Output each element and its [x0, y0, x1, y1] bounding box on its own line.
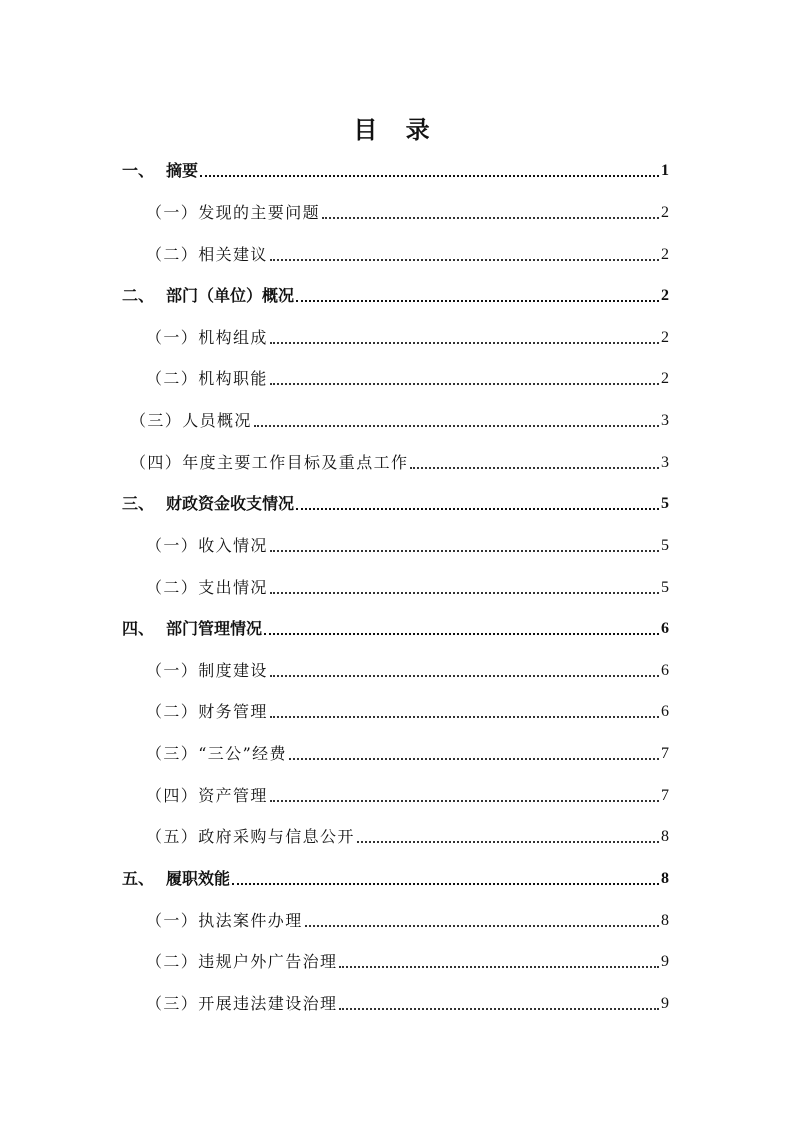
toc-page-number: 9 — [661, 995, 669, 1012]
toc-entry-4-1[interactable] — [146, 657, 669, 681]
toc-entry-text: （一）制度建设 — [146, 661, 268, 680]
toc-page-number: 7 — [661, 745, 669, 762]
toc-entry-text: （四）资产管理 — [146, 786, 268, 805]
toc-entry-text: （二）支出情况 — [146, 578, 268, 597]
toc-leader — [270, 342, 659, 344]
toc-entry-2-3[interactable] — [130, 407, 669, 431]
toc-leader — [270, 800, 659, 802]
toc-title: 目 录 — [353, 115, 440, 144]
toc-page-number: 5 — [661, 495, 669, 512]
toc-page-number: 5 — [661, 579, 669, 596]
toc-leader — [289, 758, 659, 760]
toc-leader — [322, 217, 659, 219]
toc-page-number: 8 — [661, 912, 669, 929]
toc-entry-5-2[interactable] — [146, 948, 669, 972]
toc-entry-4-3[interactable] — [146, 740, 669, 764]
toc-page-number: 2 — [661, 204, 669, 221]
toc-entry-number: 三、 — [122, 494, 155, 513]
toc-entry-number: 一、 — [122, 161, 155, 180]
toc-page-number: 6 — [661, 620, 669, 637]
toc-entry-3-1[interactable] — [146, 532, 669, 556]
toc-entry-text: （一）机构组成 — [146, 328, 268, 347]
toc-entry-text: （二）相关建议 — [146, 245, 268, 264]
toc-leader — [339, 1008, 659, 1010]
toc-entry-5[interactable] — [122, 865, 669, 889]
toc-entry-1-1[interactable] — [146, 199, 669, 223]
toc-entry-text: （五）政府采购与信息公开 — [146, 827, 355, 846]
toc-leader — [264, 633, 659, 635]
toc-page-number: 3 — [661, 454, 669, 471]
toc-entry-text: 摘要 — [166, 161, 199, 180]
toc-leader — [270, 383, 659, 385]
toc-entry-number: 四、 — [122, 619, 155, 638]
toc-entry-3-2[interactable] — [146, 574, 669, 598]
toc-entry-4[interactable] — [122, 615, 669, 639]
toc-leader — [305, 925, 659, 927]
toc-leader — [270, 716, 659, 718]
toc-leader — [270, 550, 659, 552]
toc-entry-4-2[interactable] — [146, 698, 669, 722]
toc-leader — [296, 300, 659, 302]
toc-entry-4-4[interactable] — [146, 782, 669, 806]
toc-entry-2[interactable] — [122, 282, 669, 306]
toc-page-number: 9 — [661, 953, 669, 970]
toc-page-number: 6 — [661, 662, 669, 679]
toc-leader — [200, 175, 659, 177]
toc-entry-text: （三）人员概况 — [130, 411, 252, 430]
toc-leader — [270, 675, 659, 677]
toc-entry-text: 履职效能 — [166, 869, 231, 888]
toc-page-number: 2 — [661, 370, 669, 387]
toc-entry-5-1[interactable] — [146, 907, 669, 931]
toc-page-number: 8 — [661, 828, 669, 845]
toc-page-number: 7 — [661, 787, 669, 804]
toc-entry-2-1[interactable] — [146, 324, 669, 348]
toc-entry-text: （一）发现的主要问题 — [146, 203, 321, 222]
toc-leader — [357, 841, 659, 843]
toc-entry-text: 财政资金收支情况 — [166, 494, 295, 513]
toc-entry-text: （二）违规户外广告治理 — [146, 952, 338, 971]
toc-entry-text: （三）“三公”经费 — [146, 744, 287, 763]
toc-entry-1-2[interactable] — [146, 241, 669, 265]
toc-entry-text: 部门（单位）概况 — [166, 286, 295, 305]
toc-entry-2-4[interactable] — [130, 449, 669, 473]
toc-leader — [270, 592, 659, 594]
toc-entry-2-2[interactable] — [146, 365, 669, 389]
toc-page-number: 2 — [661, 246, 669, 263]
toc-page-number: 2 — [661, 287, 669, 304]
toc-page-number: 1 — [661, 162, 669, 179]
toc-entry-text: （二）机构职能 — [146, 369, 268, 388]
toc-entry-4-5[interactable] — [146, 823, 669, 847]
toc-entry-text: （二）财务管理 — [146, 702, 268, 721]
toc-entry-3[interactable] — [122, 490, 669, 514]
toc-leader — [339, 966, 659, 968]
toc-page-number: 8 — [661, 870, 669, 887]
toc-leader — [270, 259, 659, 261]
toc-leader — [254, 425, 659, 427]
toc-entry-text: （四）年度主要工作目标及重点工作 — [130, 453, 409, 472]
toc-leader — [296, 508, 659, 510]
toc-entry-1[interactable] — [122, 157, 669, 181]
toc-page-number: 6 — [661, 703, 669, 720]
toc-page-number: 5 — [661, 537, 669, 554]
toc-leader — [410, 467, 659, 469]
toc-entry-text: 部门管理情况 — [166, 619, 263, 638]
toc-entry-number: 五、 — [122, 869, 155, 888]
toc-leader — [232, 883, 659, 885]
toc-entry-number: 二、 — [122, 286, 155, 305]
toc-page-number: 2 — [661, 329, 669, 346]
toc-page-number: 3 — [661, 412, 669, 429]
toc-entry-5-3[interactable] — [146, 990, 669, 1014]
toc-entry-text: （一）收入情况 — [146, 536, 268, 555]
toc-entry-text: （三）开展违法建设治理 — [146, 994, 338, 1013]
toc-entry-text: （一）执法案件办理 — [146, 911, 303, 930]
